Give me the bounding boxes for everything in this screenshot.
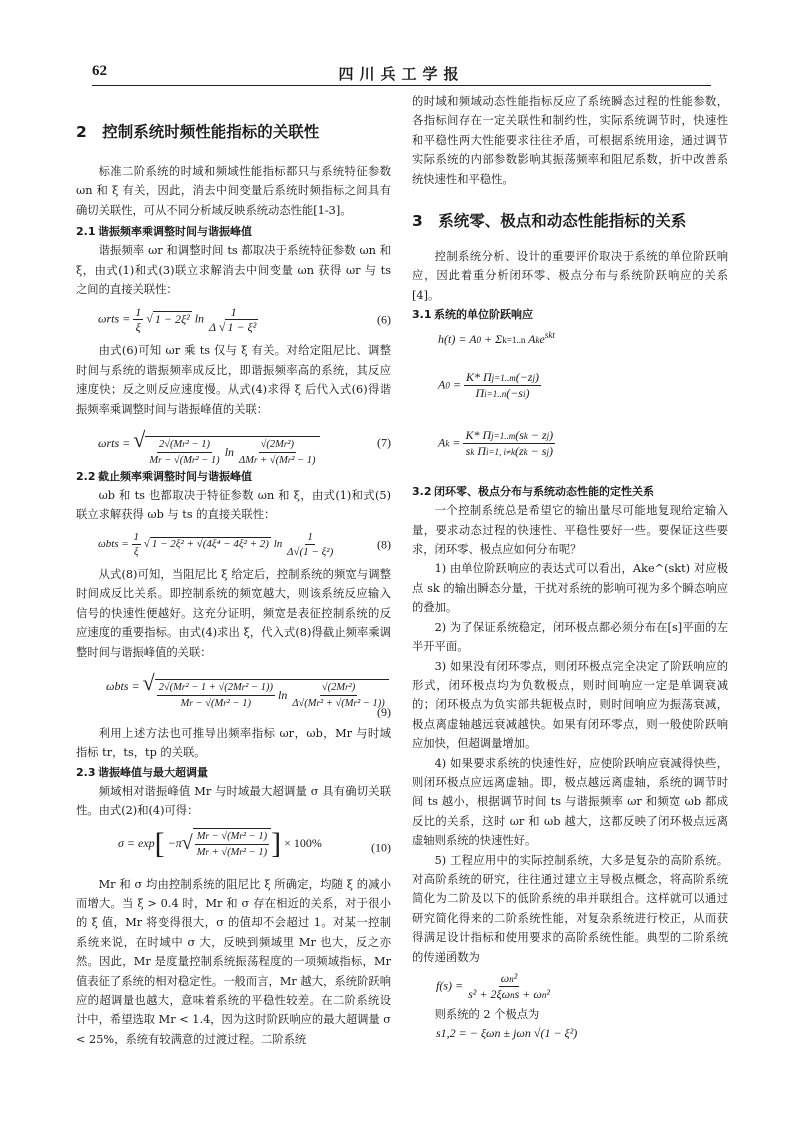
right-column [412, 92, 728, 1046]
section-2-paragraph: 标准二阶系统的时域和频域性能指标都只与系统特征参数 ωn 和 ξ 有关，因此，消去中间变量后系统时频指标之间具有确切关联性，可从不同分析域反映系统动态性能[1-3]。 [76, 165, 391, 217]
equation-9: ωbts = √ $\frac{\text{2√(Mr² − 1 + √(2Mr² − 1))}}{\text{Mr − √(Mr² − 1)}}$ ln $\frac{\text{√(2Mr²)}}{\text{Δ√(Mr² + √(Mr² − 1))}}$ (9) [106, 669, 391, 719]
equation-8: ωbts = $\frac{1}{\xi}$ √ 1 − 2ξ² + √(4ξ⁴ − 4ξ² + 2) ln $\frac{1}{\text{Δ√(1 − ξ²)}}$ (8) [98, 530, 391, 558]
subsection-3-2-paragraph-2: 1) 由单位阶跃响应的表达式可以看出，Ake^(skt) 对应极点 sk 的输出瞬态分量，干扰对系统的影响可视为多个瞬态响应的叠加。 [412, 562, 728, 615]
page-number: 62 [92, 63, 107, 79]
subsection-2-2-heading: 2.2 截止频率乘调整时间与谐振峰值 [76, 470, 252, 484]
subsection-2-3-paragraph-2: Mr 和 σ 均由控制系统的阻尼比 ξ 所确定，均随 ξ 的减小而增大。当 ξ > 0.4 时，Mr 和 σ 存在相近的关系，对于很小的 ξ 值，Mr 将变得很大，σ 的值却不会超过 1。对某一控制系统来说，在时域中 σ 大，反映到频域里 Mr 也大，反之亦然。因此，Mr 是度量控制系统振荡程度的一项频域指标，Mr 值表征了系统的相对稳定性。一般而言，Mr 越大，系统阶跃响应的超调量也越大，意味着系统的平稳性较差。在二阶系统设计中，希望选取 Mr < 1.4，因为这时阶跃响应的最大超调量 σ < 25%，系统有较满意的过渡过程。二阶系统 [76, 877, 392, 1046]
equation-7: ωrts = √ $\frac{\text{2√(Mr² − 1)}}{\text{Mr − √(Mr² − 1)}}$ ln $\frac{\text{√(2Mr²)}}{\text{ΔMr + √(Mr² − 1)}}$ (7) [98, 427, 391, 467]
equation-10-number: (10) [371, 840, 391, 855]
subsection-3-2-heading: 3.2 闭环零、极点分布与系统动态性能的定性关系 [412, 485, 654, 499]
subsection-2-1-paragraph-1: 谐振频率 ωr 和调整时间 ts 都取决于系统特征参数 ωn 和 ξ，由式(1)和式(3)联立求解消去中间变量 ωn 获得 ωr 与 ts 之间的直接关联性： [76, 244, 391, 297]
subsection-3-2-paragraph-6: 5) 工程应用中的实际控制系统，大多是复杂的高阶系统。对高阶系统的研究，往往通过建立主导极点概念，将高阶系统简化为二阶及以下的低阶系统的串并联组合。这样就可以通过研究简化得来的二阶系统性能，对复杂系统进行校正，从而获得满足设计指标和使用要求的高阶系统性能。典型的二阶系统的传递函数为 [412, 853, 728, 964]
equation-7-number: (7) [377, 435, 391, 450]
subsection-2-1-paragraph-2: 由式(6)可知 ωr 乘 ts 仅与 ξ 有关。对给定阻尼比、调整时间与系统的谐振频率成反比，即谐振频率高的系统，其反应速度快；反之则反应速度慢。从式(4)求得 ξ 后代入式(6)得谐振频率乘调整时间与谐振峰值的关联： [76, 344, 391, 416]
subsection-3-2-paragraph-5: 4) 如果要求系统的快速性好，应使阶跃响应衰减得快些，则闭环极点应远离虚轴。即，极点越远离虚轴，系统的调节时间 ts 越小，根据调节时间 ts 与谐振频率 ωr 和频宽 ωb 都成反比的关系，这时 ωr 和 ωb 越大，这都反映了闭环极点远离虚轴则系统的快速性好。 [412, 756, 728, 848]
equation-6-number: (6) [377, 312, 391, 327]
subsection-2-3-paragraph-1: 频域相对谐振峰值 Mr 与时域最大超调量 σ 具有确切关联性。由式(2)和(4)可得： [76, 784, 391, 818]
equation-transfer-function: f(s) = $\frac{\text{ωn²}}{\text{s² + 2ξωns + ωn²}}$ [436, 971, 550, 1001]
equation-poles: s1,2 = − ξωn ± jωn √(1 − ξ²) [436, 1026, 578, 1041]
subsection-3-2-paragraph-3: 2) 为了保证系统稳定，闭环极点都必须分布在[s]平面的左半开平面。 [412, 620, 728, 654]
section-3-heading: 3 系统零、极点和动态性能指标的关系 [412, 212, 687, 231]
equation-a0: A0 = $\frac{K* \Pi j=1..m(-zj)}{\Pi i=1..n(-si)}$ [438, 370, 539, 401]
journal-title: 四川兵工学报 [338, 65, 465, 83]
equation-9-number: (9) [377, 704, 391, 719]
equation-10: σ = exp [ −π √ $\frac{\text{Mr − √(Mr² − 1)}}{\text{Mr + √(Mr² − 1)}}$ ] × 100% (10) [118, 826, 391, 860]
equation-ak: Ak = $\frac{K* \Pi j=1..m(sk - zj)}{\text{sk Πi=1, i≠k(zk − sj)}}$ [438, 428, 554, 459]
equation-8-number: (8) [377, 537, 391, 552]
equation-6: ωrts = $\frac{1}{\xi}$ √ 1 − 2ξ² ln $\frac{1}{\text{Δ √ 1 − ξ²}}$ (6) [98, 305, 391, 335]
left-column [76, 92, 391, 1049]
subsection-2-2-paragraph-1: ωb 和 ts 也都取决于特征参数 ωn 和 ξ，由式(1)和式(5)联立求解获得 ωb 与 ts 的直接关联性： [76, 489, 391, 522]
poles-intro-text: 则系统的 2 个极点为 [434, 1008, 540, 1021]
subsection-2-1-heading: 2.1 谐振频率乘调整时间与谐振峰值 [76, 225, 252, 239]
subsection-3-1-heading: 3.1 系统的单位阶跃响应 [412, 308, 533, 322]
section-2-heading: 2 控制系统时频性能指标的关联性 [76, 123, 320, 141]
subsection-3-2-paragraph-1: 一个控制系统总是希望它的输出量尽可能地复现给定输入量，要求动态过程的快速性、平稳性要好一些。要保证这些要求，闭环零、极点应如何分布呢？ [412, 504, 728, 557]
subsection-2-2-paragraph-3: 利用上述方法也可推导出频率指标 ωr，ωb，Mr 与时域指标 tr，ts，tp 的关联。 [76, 726, 391, 760]
running-header [92, 63, 711, 86]
continued-paragraph: 的时域和频域动态性能指标反应了系统瞬态过程的性能参数，各指标间存在一定关联性和制约性，实际系统调节时，快速性和平稳性两大性能要求往往矛盾，可根据系统用途，通过调节实际系统的内部参数影响其振荡频率和阻尼系数，折中改善系统快速性和平稳性。 [412, 95, 728, 186]
subsection-3-2-paragraph-4: 3) 如果没有闭环零点，则闭环极点完全决定了阶跃响应的形式，闭环极点均为负数极点，则时间响应一定是单调衰减的；闭环极点为负实部共轭极点时，则时间响应为振荡衰减，极点离虚轴越远衰减越快。如果有闭环零点，则一般使阶跃响应加快，但超调量增加。 [412, 659, 728, 751]
subsection-2-3-heading: 2.3 谐振峰值与最大超调量 [76, 765, 208, 779]
equation-step-response: h(t) = A0 + Σk=1..n Ake$^{skt}$ [438, 330, 555, 347]
subsection-2-2-paragraph-2: 从式(8)可知，当阻尼比 ξ 给定后，控制系统的频宽与调整时间成反比关系。即控制系统的频宽越大，则该系统反应输入信号的快速性便越好。这充分证明，频宽是表征控制系统的反应速度的重要指标。由式(4)求出 ξ，代入式(8)得截止频率乘调整时间与谐振峰值的关联： [76, 567, 391, 659]
section-3-paragraph: 控制系统分析、设计的重要评价取决于系统的单位阶跃响应，因此着重分析闭环零、极点分布与系统阶跃响应的关系[4]。 [412, 250, 728, 302]
